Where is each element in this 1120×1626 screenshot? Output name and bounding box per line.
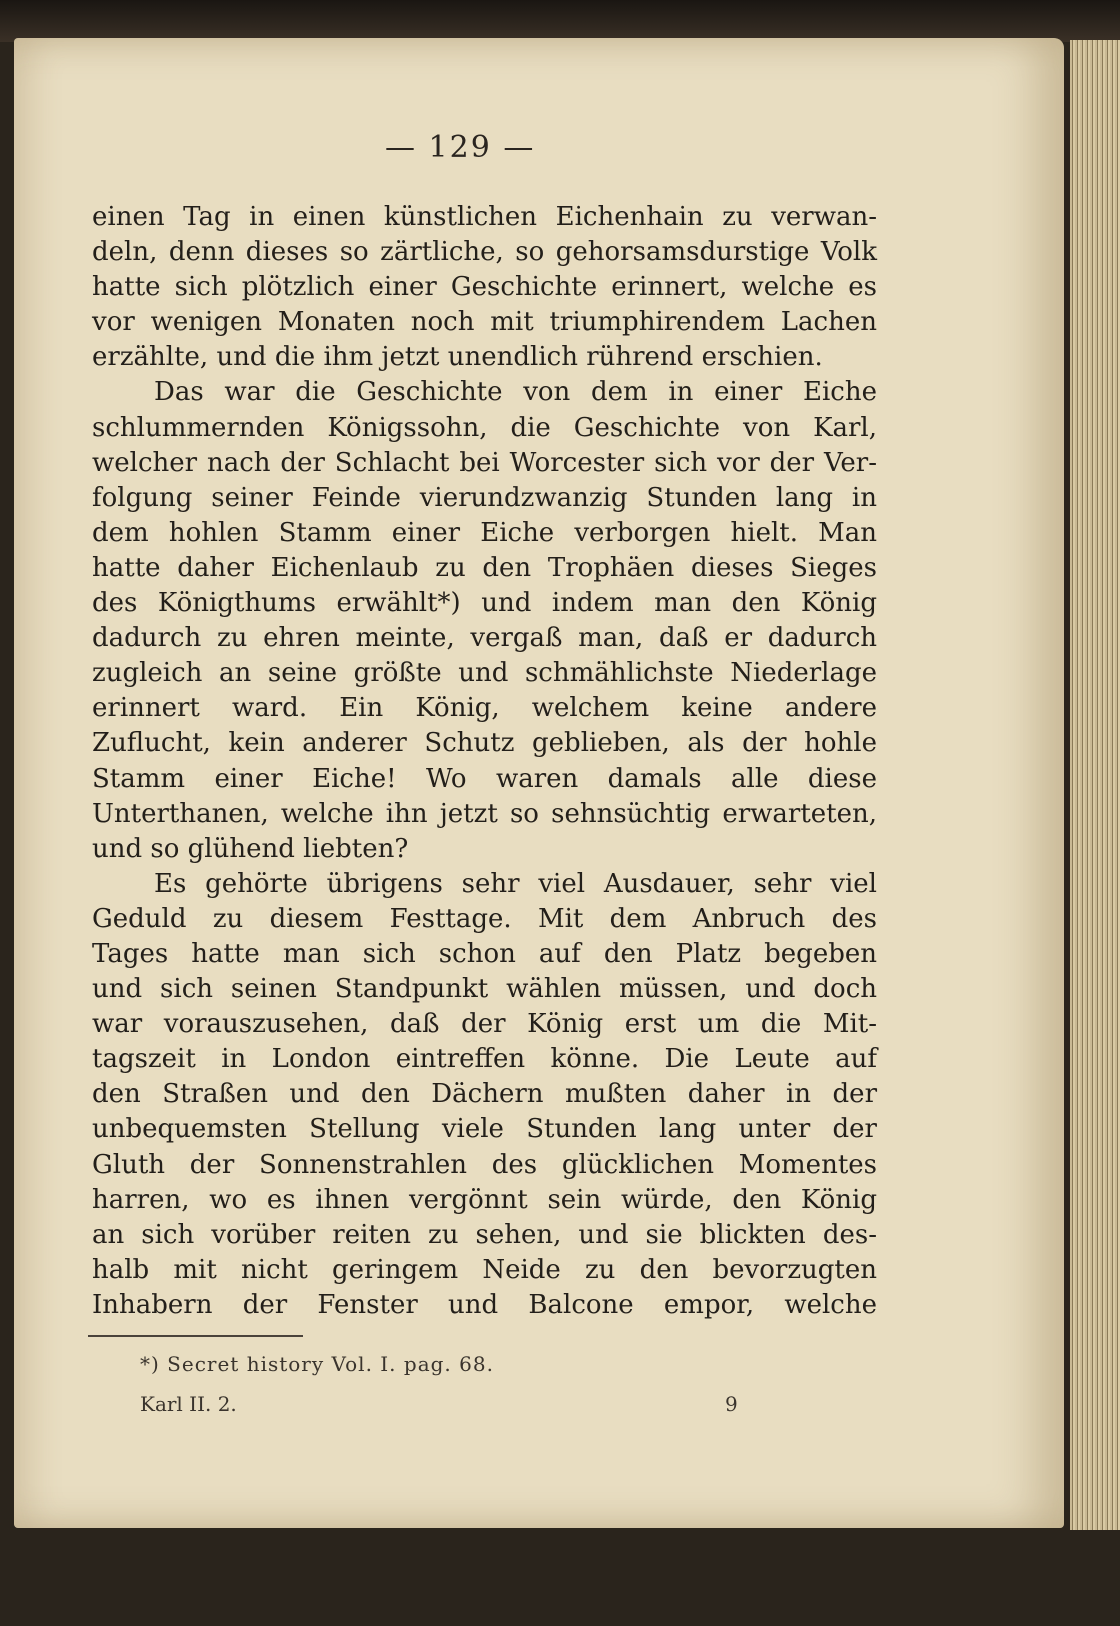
text-line: tagszeit in London eintreffen könne. Die Leute auf — [92, 1044, 877, 1075]
footnote: *) Secret history Vol. I. pag. 68. — [140, 1352, 494, 1376]
signature-number: 9 — [725, 1392, 738, 1416]
text-line: und so glühend liebten? — [92, 833, 409, 864]
text-line: hatte daher Eichenlaub zu den Trophäen dieses Sieges — [92, 552, 877, 583]
text-line: erinnert ward. Ein König, welchem keine andere — [92, 693, 877, 724]
text-line: des Königthums erwählt*) und indem man den König — [92, 588, 877, 619]
text-line: Stamm einer Eiche! Wo waren damals alle diese — [92, 763, 877, 794]
text-line: den Straßen und den Dächern mußten daher in der — [92, 1079, 877, 1110]
text-line: Zuflucht, kein anderer Schutz geblieben, als der hohle — [92, 728, 877, 759]
body-text — [92, 200, 877, 1323]
text-line: war vorauszusehen, daß der König erst um die Mit- — [92, 1009, 877, 1040]
text-line: erzählte, und die ihm jetzt unendlich rührend erschien. — [92, 342, 823, 373]
text-line: Das war die Geschichte von dem in einer Eiche — [154, 377, 877, 408]
text-line: Es gehörte übrigens sehr viel Ausdauer, sehr viel — [154, 868, 877, 899]
footnote-divider — [88, 1335, 303, 1337]
printer-signature: Karl II. 2. — [140, 1392, 237, 1416]
text-line: halb mit nicht geringem Neide zu den bevorzugten — [92, 1254, 877, 1285]
text-line: Unterthanen, welche ihn jetzt so sehnsüchtig erwarteten, — [92, 798, 877, 829]
text-line: an sich vorüber reiten zu sehen, und sie blickten des- — [92, 1219, 877, 1250]
text-line: zugleich an seine größte und schmählichste Niederlage — [92, 658, 877, 689]
text-line: einen Tag in einen künstlichen Eichenhain zu verwan- — [92, 202, 877, 232]
book-cover-top — [0, 0, 1120, 42]
text-line: harren, wo es ihnen vergönnt sein würde, den König — [92, 1184, 877, 1215]
text-line: welcher nach der Schlacht bei Worcester sich vor der Ver- — [92, 447, 877, 478]
page-number: — 129 — — [385, 130, 536, 165]
text-line: schlummernden Königssohn, die Geschichte von Karl, — [92, 412, 877, 443]
text-line: Geduld zu diesem Festtage. Mit dem Anbruch des — [92, 903, 877, 934]
text-line: folgung seiner Feinde vierundzwanzig Stunden lang in — [92, 482, 877, 513]
text-line: und sich seinen Standpunkt wählen müssen, und doch — [92, 974, 877, 1005]
text-line: deln, denn dieses so zärtliche, so gehorsamsdurstige Volk — [92, 237, 877, 268]
text-line: Tages hatte man sich schon auf den Platz begeben — [92, 938, 877, 969]
text-line: Gluth der Sonnenstrahlen des glücklichen Momentes — [92, 1149, 877, 1180]
text-line: unbequemsten Stellung viele Stunden lang unter der — [92, 1114, 877, 1145]
text-line: vor wenigen Monaten noch mit triumphirendem Lachen — [92, 307, 877, 338]
text-line: Inhabern der Fenster und Balcone empor, welche — [92, 1289, 877, 1320]
text-line: dadurch zu ehren meinte, vergaß man, daß er dadurch — [92, 623, 877, 654]
text-line: dem hohlen Stamm einer Eiche verborgen hielt. Man — [92, 517, 877, 548]
page-edges — [1070, 40, 1120, 1530]
text-line: hatte sich plötzlich einer Geschichte erinnert, welche es — [92, 272, 877, 303]
